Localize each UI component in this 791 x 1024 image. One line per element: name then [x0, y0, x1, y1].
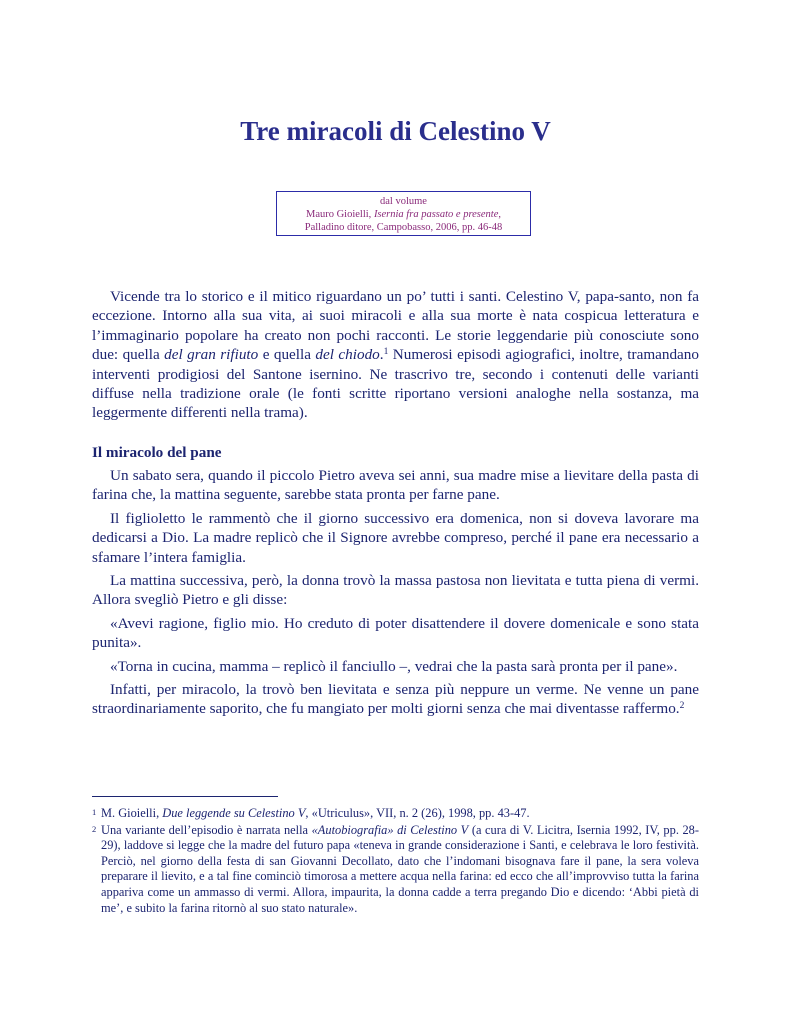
source-author: Mauro Gioielli, — [305, 209, 374, 220]
story-paragraph: Il figlioletto le rammentò che il giorno successivo era domenica, non si doveva lavorare ma dedicarsi a Dio. La madre replicò che il Signore avrebbe compreso, perché il pane era necessario a sfamare l’intera famiglia. — [92, 509, 699, 566]
section-heading: Il miracolo del pane — [92, 444, 222, 461]
source-intro: dal volume — [380, 196, 427, 207]
story-paragraph: La mattina successiva, però, la donna trovò la massa pastosa non lievitata e tutta piena di vermi. Allora svegliò Pietro e gli disse: — [92, 572, 699, 609]
footnote-cited-title: Due leggende su Celestino V — [162, 806, 306, 820]
source-box — [276, 191, 531, 236]
footnote-number: 2 — [92, 823, 97, 834]
story-paragraph: «Avevi ragione, figlio mio. Ho creduto di poter disattendere il dovere domenicale e sono stata punita». — [92, 614, 699, 652]
footnotes — [92, 806, 699, 916]
footnote-ref-2[interactable]: 2 — [679, 701, 685, 712]
source-book-title: Isernia fra passato e presente — [373, 209, 499, 220]
story-section — [92, 466, 699, 719]
document-title: Tre miracoli di Celestino V — [240, 116, 551, 146]
footnote-ref-1[interactable]: 1 — [383, 347, 389, 358]
intro-paragraph: Vicende tra lo storico e il mitico riguardano un po’ tutti i santi. Celestino V, papa-santo, non fa eccezione. Intorno alla sua vita, ai suoi miracoli e alla sua morte è nata cospicua letteratura e l’immaginario popolare ha creato non pochi racconti. Le storie leggendarie più conosciute sono due: quella del gran rifiuto e quella del chiodo.$^1$ Numerosi episodi agiografici, inoltre, tramandano interventi prodigiosi del Santone isernino. Ne trascrivo tre, secondo i contenuti delle varianti diffuse nella tradizione orale (le fonti scritte riportano versioni analoghe nella sostanza, ma leggermente differenti nella trama). — [92, 288, 699, 422]
source-publisher: Palladino ditore, Campobasso, 2006, pp. 46-48 — [304, 222, 503, 233]
phrase-chiodo: del chiodo — [315, 346, 380, 364]
footnote-cited-title: «Autobiografia» di Celestino V — [311, 822, 469, 837]
source-citation: Mauro Gioielli, Isernia fra passato e presente, — [305, 209, 501, 220]
footnote-2: 2 Una variante dell’episodio è narrata nella «Autobiografia» di Celestino V (a cura di V. Licitra, Isernia 1992, IV, pp. 28-29), laddove si legge che la madre del futuro papa «teneva in grande considerazione i Santi, e celebrava le loro festività. Perciò, nel giorno della festa di san Giovanni Decollato, dato che l’indomani bisognava fare il pane, la sera voleva preparare il lievito, e a tal fine cominciò timorosa a mettere acqua nella farina: ed ecco che all’improvviso tutta la farina appariva come un ammasso di vermi. Allora, impaurita, la donna cadde a terra pregando Dio e dicendo: ‘Abbi pietà di me’, e subito la farina ritornò al suo stato naturale». — [92, 822, 700, 915]
intro-section — [92, 287, 699, 423]
footnote-divider — [92, 796, 278, 797]
story-paragraph: Un sabato sera, quando il piccolo Pietro aveva sei anni, sua madre mise a lievitare della pasta di farina che, la mattina seguente, sarebbe stata pronta per farne pane. — [92, 467, 699, 504]
phrase-gran-rifiuto: del gran rifiuto — [164, 346, 259, 364]
footnote-number: 1 — [92, 807, 97, 817]
story-paragraph: Infatti, per miracolo, la trovò ben lievitata e senza più neppure un verme. Ne venne un pane straordinariamente saporito, che fu mangiato per molti giorni senza che mai diventasse raffermo.$^2$ — [92, 681, 699, 718]
footnote-1: 1 M. Gioielli, Due leggende su Celestino V, «Utriculus», VII, n. 2 (26), 1998, pp. 43-47. — [92, 806, 530, 820]
story-paragraph: «Torna in cucina, mamma – replicò il fanciullo –, vedrai che la pasta sarà pronta per il pane». — [110, 657, 678, 675]
